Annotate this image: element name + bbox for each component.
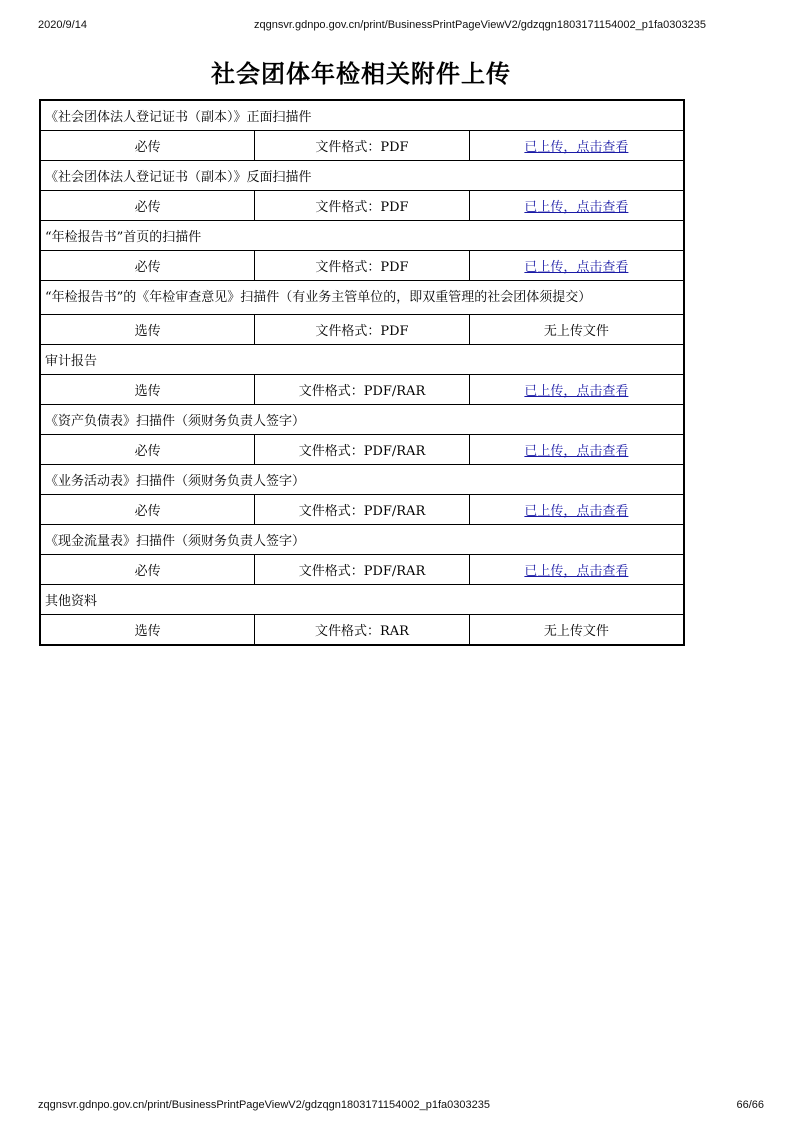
requirement-cell: 必传 [40, 495, 255, 525]
view-file-link[interactable]: 已上传，点击查看 [524, 504, 629, 519]
attachment-name: “年检报告书”的《年检审查意见》扫描件（有业务主管单位的，即双重管理的社会团体须提交） [40, 281, 684, 315]
attachment-detail-row [40, 191, 684, 221]
footer-url: zqgnsvr.gdnpo.gov.cn/print/BusinessPrintPageViewV2/gdzqgn1803171154002_p1fa0303235 [38, 1099, 490, 1111]
attachment-name: 《社会团体法人登记证书（副本）》正面扫描件 [40, 100, 684, 131]
attachment-table [39, 99, 685, 646]
upload-status-cell [469, 315, 684, 345]
no-file-text: 无上传文件 [543, 324, 609, 339]
attachment-detail-row [40, 315, 684, 345]
attachment-name: “年检报告书”首页的扫描件 [40, 221, 684, 251]
upload-status-cell [469, 495, 684, 525]
file-format-cell: 文件格式：PDF [255, 251, 470, 281]
print-url: zqgnsvr.gdnpo.gov.cn/print/BusinessPrintPageViewV2/gdzqgn1803171154002_p1fa0303235 [254, 19, 706, 31]
requirement-cell: 必传 [40, 555, 255, 585]
attachment-title-row [40, 161, 684, 191]
attachment-title-row [40, 525, 684, 555]
requirement-cell: 必传 [40, 435, 255, 465]
upload-status-cell [469, 555, 684, 585]
attachment-detail-row [40, 435, 684, 465]
attachment-name: 《资产负债表》扫描件（须财务负责人签字） [40, 405, 684, 435]
file-format-cell: 文件格式：PDF/RAR [255, 495, 470, 525]
requirement-cell: 选传 [40, 615, 255, 646]
upload-status-cell [469, 251, 684, 281]
file-format-cell: 文件格式：PDF [255, 131, 470, 161]
page-number: 66/66 [736, 1099, 764, 1111]
requirement-cell: 选传 [40, 315, 255, 345]
requirement-cell: 必传 [40, 131, 255, 161]
view-file-link[interactable]: 已上传，点击查看 [524, 260, 629, 275]
view-file-link[interactable]: 已上传，点击查看 [524, 140, 629, 155]
file-format-cell: 文件格式：PDF/RAR [255, 375, 470, 405]
view-file-link[interactable]: 已上传，点击查看 [524, 564, 629, 579]
requirement-cell: 选传 [40, 375, 255, 405]
attachment-title-row [40, 281, 684, 315]
attachment-detail-row [40, 495, 684, 525]
attachment-title-row [40, 100, 684, 131]
file-format-cell: 文件格式：PDF/RAR [255, 435, 470, 465]
attachment-title-row [40, 465, 684, 495]
attachment-name: 《社会团体法人登记证书（副本）》反面扫描件 [40, 161, 684, 191]
attachment-title-row [40, 221, 684, 251]
file-format-cell: 文件格式：PDF [255, 315, 470, 345]
print-date: 2020/9/14 [38, 19, 87, 31]
attachment-name: 《业务活动表》扫描件（须财务负责人签字） [40, 465, 684, 495]
attachment-name: 《现金流量表》扫描件（须财务负责人签字） [40, 525, 684, 555]
attachment-title-row [40, 405, 684, 435]
attachment-title-row [40, 345, 684, 375]
view-file-link[interactable]: 已上传，点击查看 [524, 444, 629, 459]
view-file-link[interactable]: 已上传，点击查看 [524, 384, 629, 399]
attachment-detail-row [40, 555, 684, 585]
attachment-name: 审计报告 [40, 345, 684, 375]
attachment-detail-row [40, 251, 684, 281]
attachment-detail-row [40, 375, 684, 405]
attachment-title-row [40, 585, 684, 615]
attachment-detail-row [40, 131, 684, 161]
no-file-text: 无上传文件 [543, 624, 609, 639]
upload-status-cell [469, 615, 684, 646]
upload-status-cell [469, 435, 684, 465]
upload-status-cell [469, 131, 684, 161]
attachment-detail-row [40, 615, 684, 646]
attachment-name: 其他资料 [40, 585, 684, 615]
file-format-cell: 文件格式：PDF/RAR [255, 555, 470, 585]
view-file-link[interactable]: 已上传，点击查看 [524, 200, 629, 215]
requirement-cell: 必传 [40, 251, 255, 281]
requirement-cell: 必传 [40, 191, 255, 221]
file-format-cell: 文件格式：RAR [255, 615, 470, 646]
page-title: 社会团体年检相关附件上传 [211, 60, 511, 88]
upload-status-cell [469, 375, 684, 405]
file-format-cell: 文件格式：PDF [255, 191, 470, 221]
upload-status-cell [469, 191, 684, 221]
attachment-table-body [40, 100, 684, 645]
